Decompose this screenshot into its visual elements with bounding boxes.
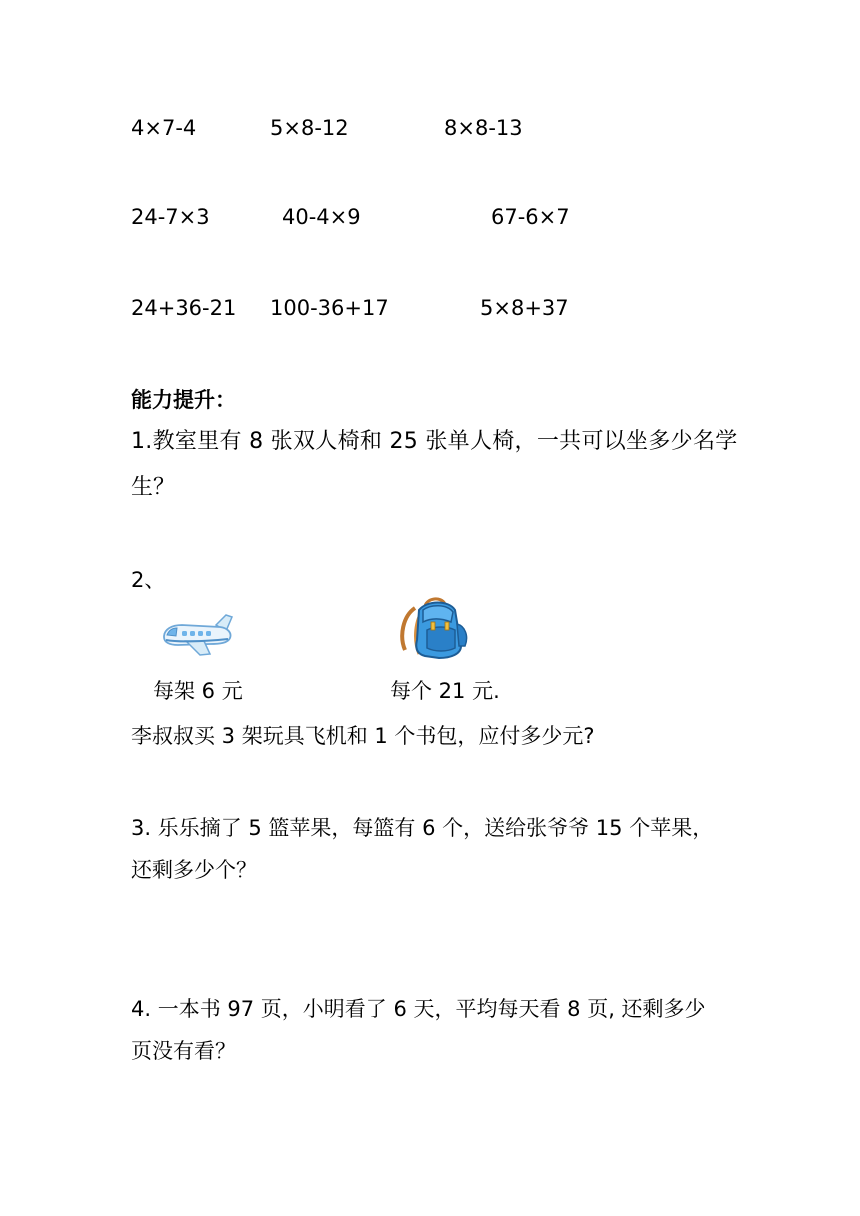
exercise-2-1: 24-7×3: [131, 205, 210, 229]
problem-2-question: 李叔叔买 3 架玩具飞机和 1 个书包，应付多少元?: [131, 724, 595, 748]
exercise-1-3: 8×8-13: [444, 116, 523, 140]
problem-4-line-2: 页没有看？: [131, 1039, 236, 1063]
problem-3-line-2: 还剩多少个？: [131, 858, 257, 882]
exercise-1-1: 4×7-4: [131, 116, 197, 140]
exercise-3-1: 24+36-21: [131, 296, 237, 320]
exercise-3-2: 100-36+17: [270, 296, 389, 320]
problem-4-line-1: 4. 一本书 97 页，小明看了 6 天，平均每天看 8 页, 还剩多少: [131, 997, 706, 1021]
problem-3-line-1: 3. 乐乐摘了 5 篮苹果，每篮有 6 个，送给张爷爷 15 个苹果，: [131, 816, 714, 840]
exercise-2-3: 67-6×7: [491, 205, 570, 229]
airplane-price: 每架 6 元: [153, 679, 243, 703]
exercise-2-2: 40-4×9: [282, 205, 361, 229]
backpack-price: 每个 21 元.: [390, 679, 500, 703]
section-title: 能力提升：: [131, 388, 236, 412]
problem-2-label: 2、: [131, 568, 166, 592]
problem-1-line-1: 1.教室里有 8 张双人椅和 25 张单人椅，一共可以坐多少名学: [131, 429, 738, 454]
problem-1-line-2: 生？: [131, 475, 176, 500]
exercise-1-2: 5×8-12: [270, 116, 349, 140]
toy-airplane-icon: [160, 611, 236, 657]
backpack-icon: [397, 596, 471, 660]
exercise-3-3: 5×8+37: [480, 296, 569, 320]
